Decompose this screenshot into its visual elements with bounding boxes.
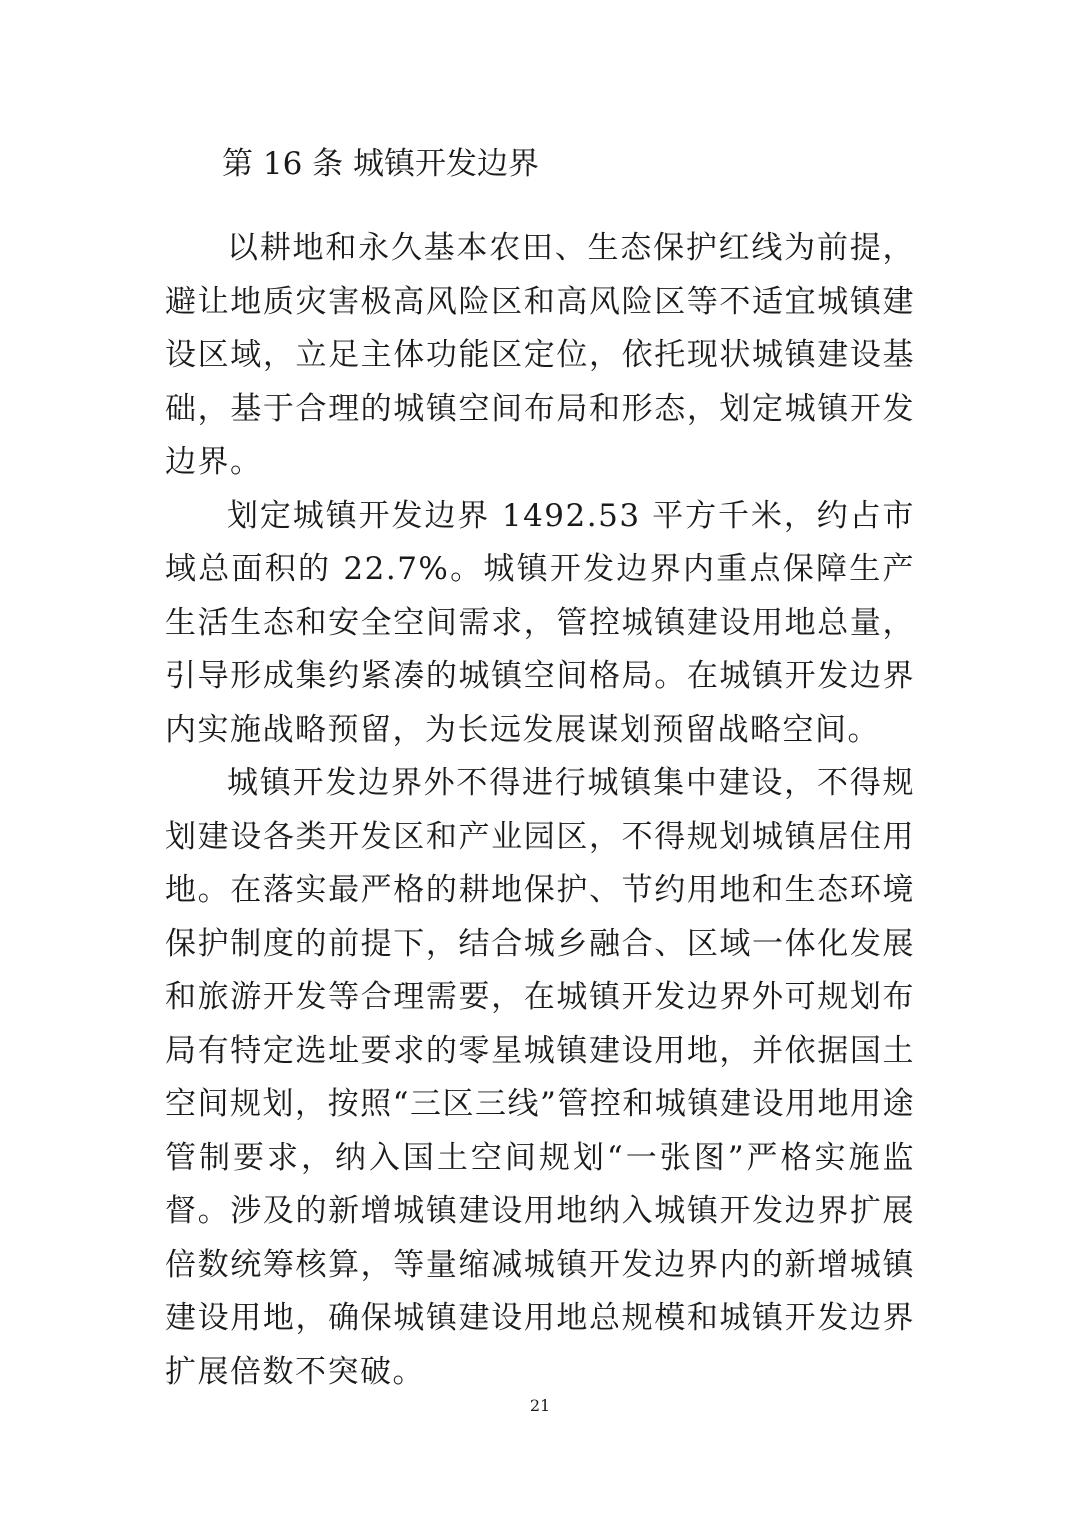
article-heading: 第 16 条 城镇开发边界	[222, 146, 540, 182]
paragraph-2: 划定城镇开发边界 1492.53 平方千米，约占市域总面积的 22.7%。城镇开发边界内重点保障生产生活生态和安全空间需求，管控城镇建设用地总量，引导形成集约紧凑的城镇空间格局。在城镇开发边界内实施战略预留，为长远发展谋划预留战略空间。	[165, 497, 915, 748]
document-body	[165, 140, 915, 1399]
paragraph-1: 以耕地和永久基本农田、生态保护红线为前提，避让地质灾害极高风险区和高风险区等不适宜城镇建设区域，立足主体功能区定位，依托现状城镇建设基础，基于合理的城镇空间布局和形态，划定城镇开发边界。	[165, 230, 915, 480]
paragraph-3: 城镇开发边界外不得进行城镇集中建设，不得规划建设各类开发区和产业园区，不得规划城镇居住用地。在落实最严格的耕地保护、节约用地和生态环境保护制度的前提下，结合城乡融合、区域一体化发展和旅游开发等合理需要，在城镇开发边界外可规划布局有特定选址要求的零星城镇建设用地，并依据国土空间规划，按照“三区三线”管控和城镇建设用地用途管制要求，纳入国土空间规划“一张图”严格实施监督。涉及的新增城镇建设用地纳入城镇开发边界扩展倍数统筹核算，等量缩减城镇开发边界内的新增城镇建设用地，确保城镇建设用地总规模和城镇开发边界扩展倍数不突破。	[165, 765, 915, 1390]
page-number: 21	[529, 1396, 551, 1415]
